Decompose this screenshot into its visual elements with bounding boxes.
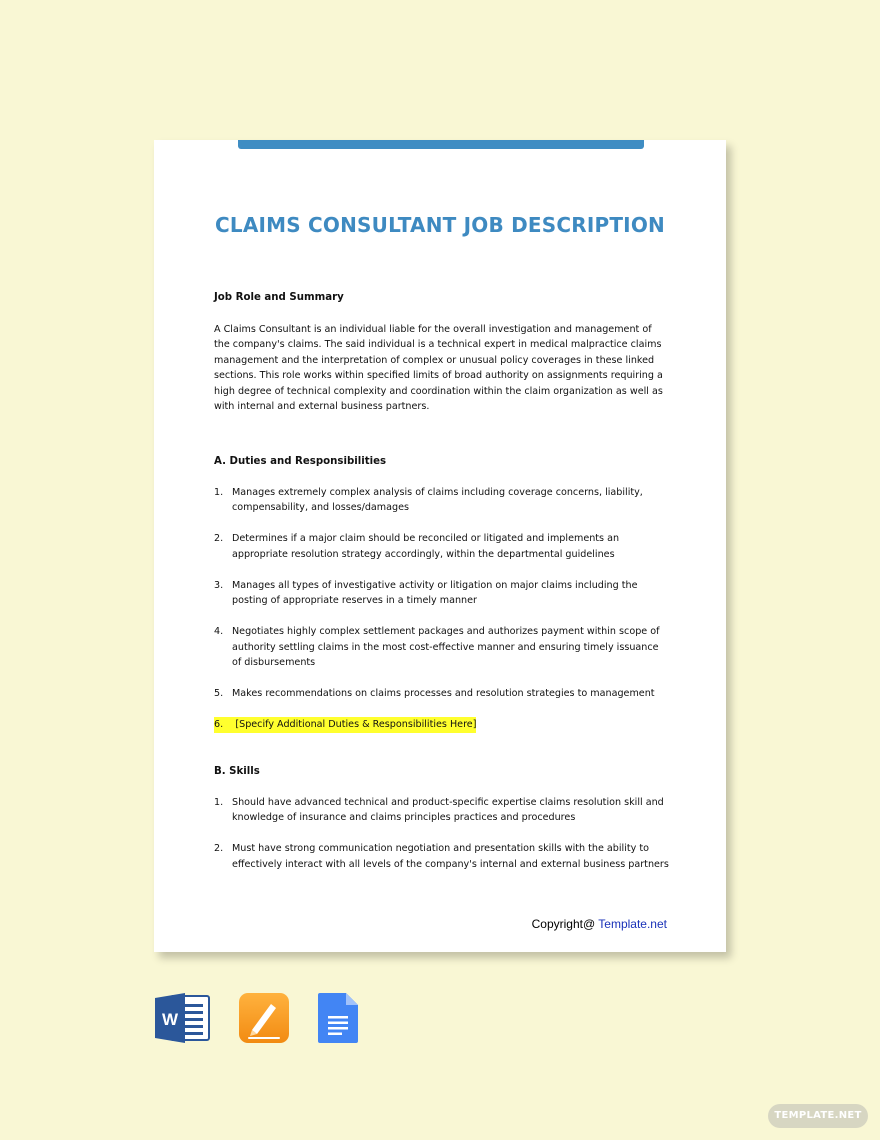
list-item: 2. Determines if a major claim should be reconciled or litigated and implements an appropriate resolution strategy accordingly, within the departmental guidelines (214, 533, 620, 560)
document-body (214, 290, 670, 872)
pages-icon[interactable] (238, 992, 290, 1044)
copyright-notice: Copyright@ Template.net (531, 917, 667, 931)
template-watermark-badge: TEMPLATE.NET (768, 1104, 868, 1128)
document-title: CLAIMS CONSULTANT JOB DESCRIPTION (215, 213, 665, 237)
skills-list (214, 795, 670, 873)
template-link[interactable]: Template.net (598, 917, 667, 931)
highlighted-placeholder: 6. [Specify Additional Duties & Responsibilities Here] (214, 717, 476, 733)
duties-heading: A. Duties and Responsibilities (214, 455, 387, 467)
list-item: 1. Should have advanced technical and product-specific expertise claims resolution skill and knowledge of insurance and claims principles practices and procedures (214, 796, 664, 823)
svg-text:W: W (161, 1010, 179, 1029)
list-item: 3. Manages all types of investigative activity or litigation on major claims including the posting of appropriate reserves in a timely manner (214, 579, 638, 606)
document-page (154, 140, 726, 952)
word-icon[interactable] (155, 992, 207, 1044)
skills-heading: B. Skills (214, 765, 260, 777)
list-item: 2. Must have strong communication negotiation and presentation skills with the ability to effectively interact with all levels of the company's internal and external business partners (214, 843, 669, 870)
google-docs-icon[interactable] (318, 992, 370, 1044)
summary-paragraph: A Claims Consultant is an individual liable for the overall investigation and management of the company's claims. The said individual is a technical expert in medical malpractice claims management and the interpretation of complex or unusual policy coverages in these linked sections. This role works within specified limits of broad authority on assignments requiring a high degree of technical complexity and coordination within the claim organization as well as with internal and external business partners. (214, 323, 663, 412)
duties-list (214, 485, 670, 733)
list-item-placeholder (214, 717, 670, 733)
summary-heading: Job Role and Summary (214, 292, 344, 303)
list-item: 5. Makes recommendations on claims processes and resolution strategies to management (214, 688, 655, 699)
list-item: 4. Negotiates highly complex settlement packages and authorizes payment within scope of authority settling claims in the most cost-effective manner and ensuring timely issuance of disbursements (214, 626, 660, 668)
top-accent-bar (238, 140, 644, 149)
list-item: 1. Manages extremely complex analysis of claims including coverage concerns, liability, compensability, and losses/damages (214, 486, 643, 513)
